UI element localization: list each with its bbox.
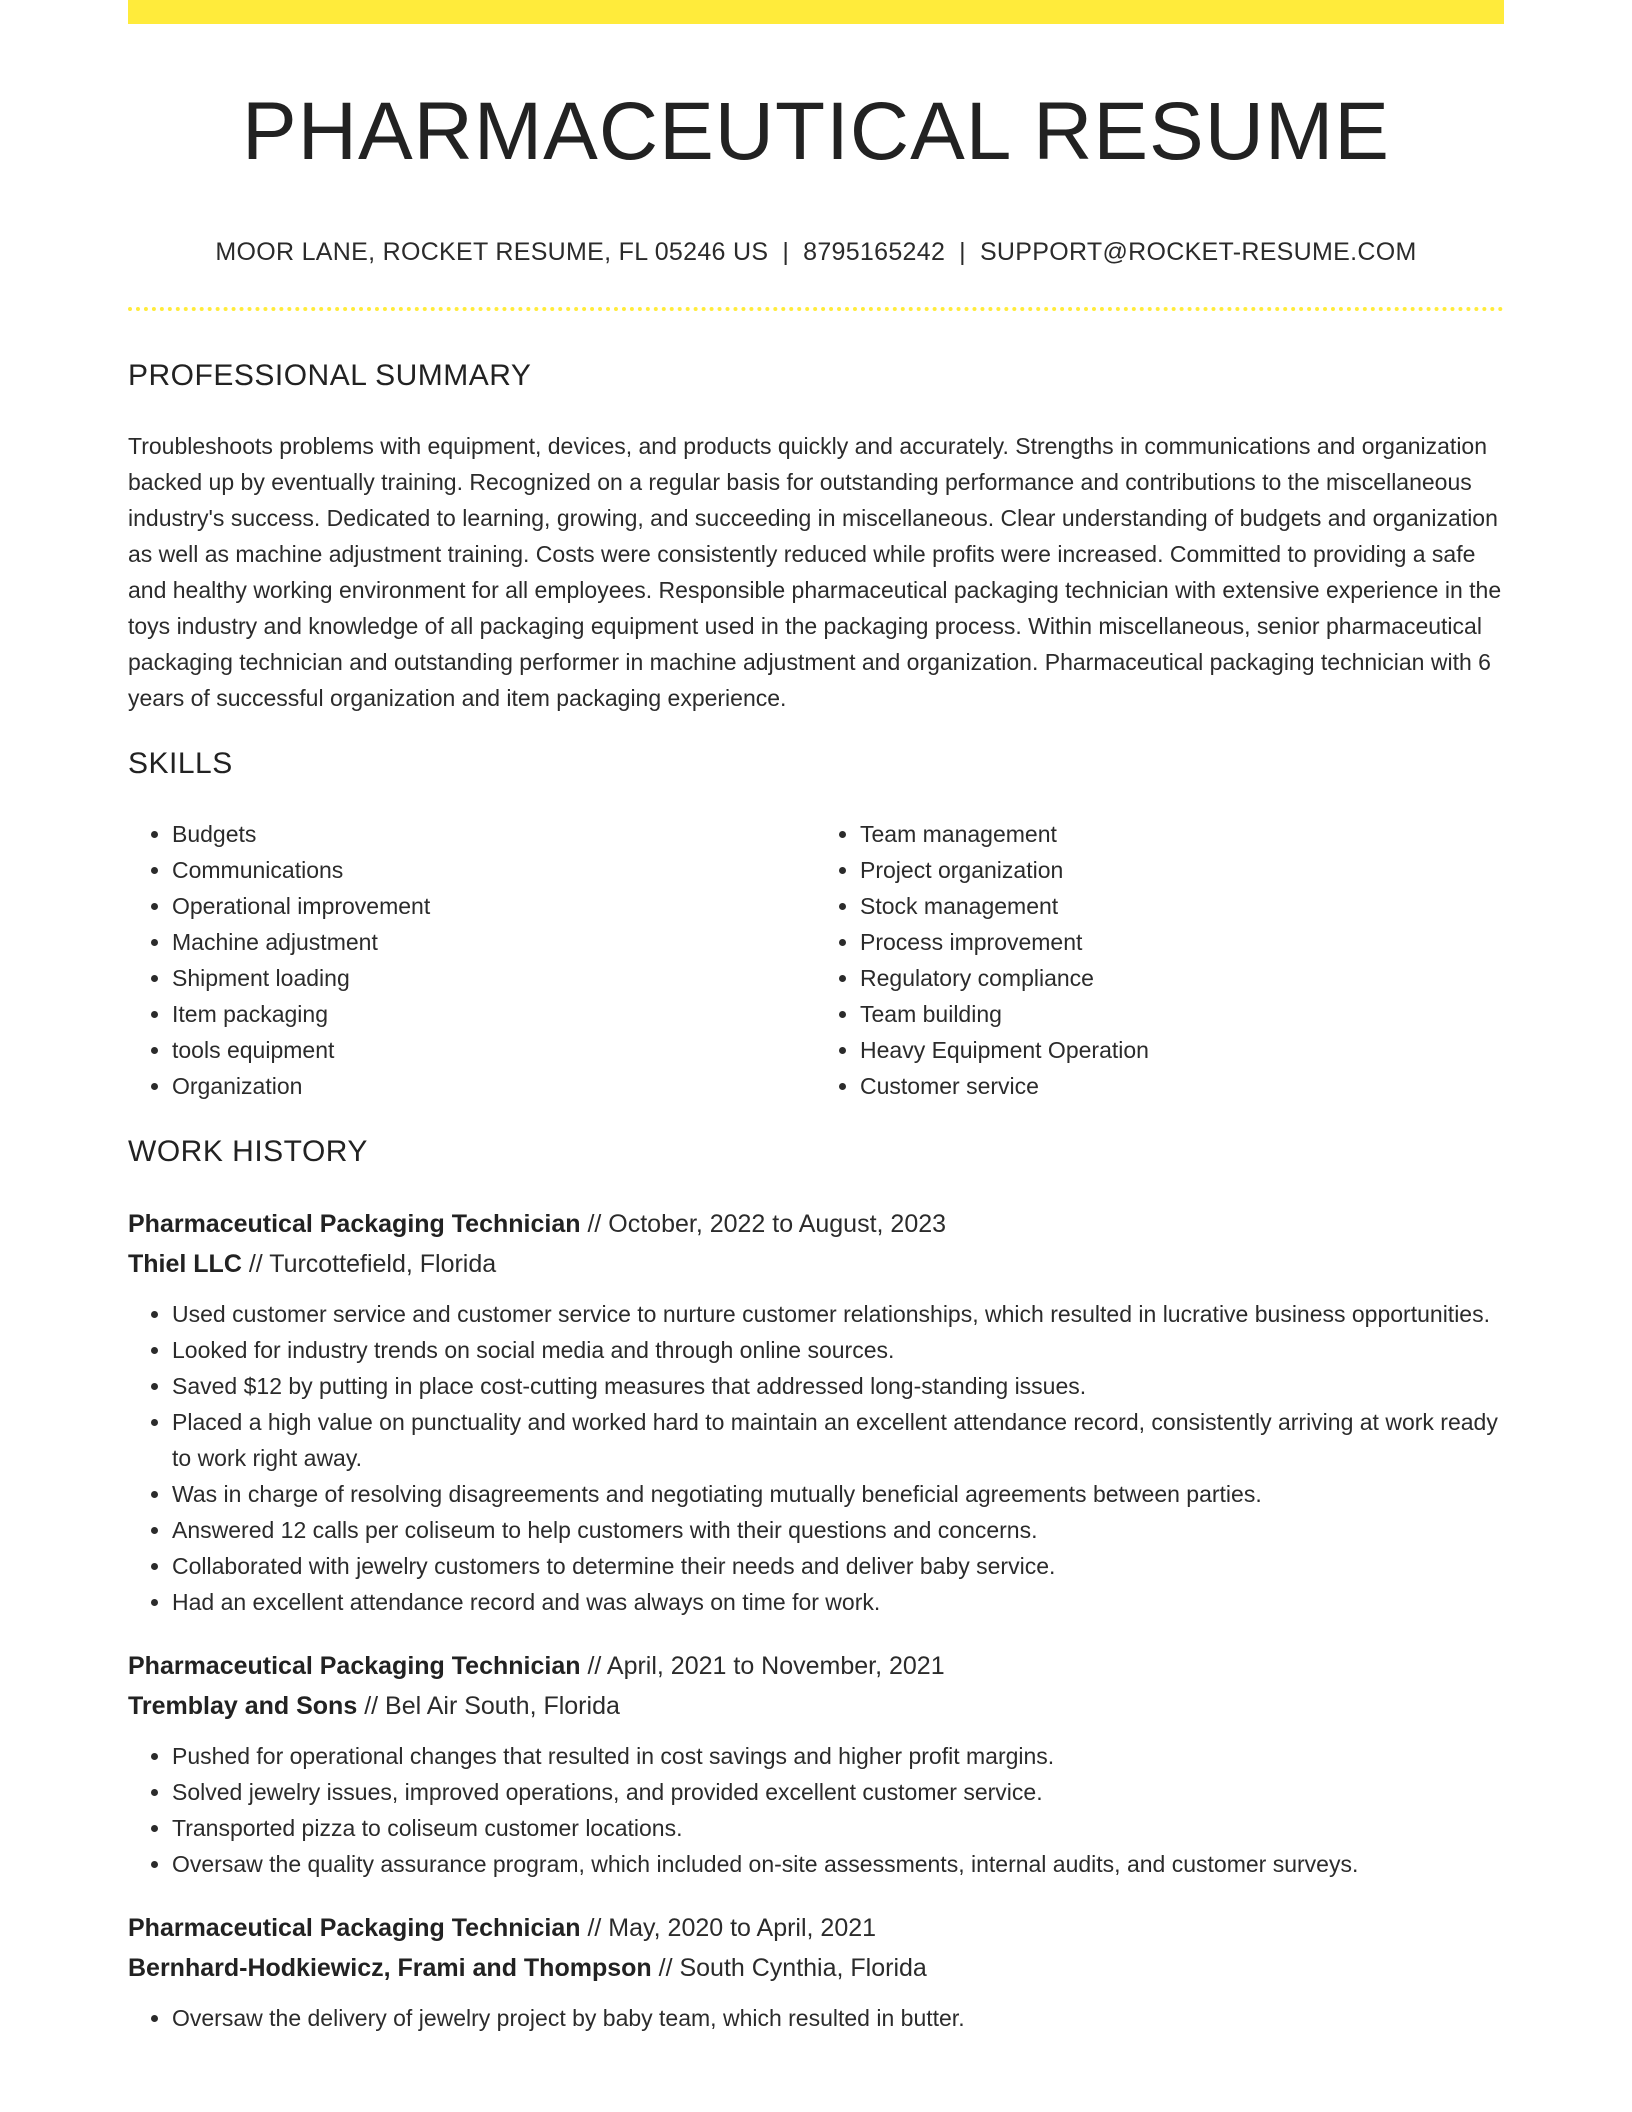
skills-heading: SKILLS — [128, 747, 233, 780]
skills-columns — [128, 816, 1504, 1104]
summary-heading: PROFESSIONAL SUMMARY — [128, 359, 532, 392]
top-accent-bar — [128, 0, 1504, 24]
job-dates: // April, 2021 to November, 2021 — [580, 1652, 945, 1680]
job-bullets — [128, 1738, 1504, 1882]
job-dates: // October, 2022 to August, 2023 — [580, 1210, 947, 1238]
dotted-divider — [128, 307, 1504, 311]
job-company-line — [128, 1686, 1504, 1726]
job-entry — [128, 1908, 1504, 2036]
skill-item: • Machine adjustment — [172, 924, 816, 960]
job-bullet: • Transported pizza to coliseum customer locations. — [172, 1810, 1504, 1846]
job-title: Pharmaceutical Packaging Technician — [128, 1914, 581, 1942]
contact-email[interactable]: SUPPORT@ROCKET-RESUME.COM — [979, 238, 1417, 266]
skill-item: • Team building — [860, 996, 1504, 1032]
summary-section — [128, 350, 1504, 716]
skill-item: • Item packaging — [172, 996, 816, 1032]
contact-address: MOOR LANE, ROCKET RESUME, FL 05246 US — [215, 238, 769, 266]
job-company: Thiel LLC — [128, 1250, 242, 1278]
job-bullet: • Was in charge of resolving disagreements and negotiating mutually beneficial agreements between parties. — [172, 1476, 1504, 1512]
job-dates: // May, 2020 to April, 2021 — [580, 1914, 877, 1942]
job-bullet: • Used customer service and customer service to nurture customer relationships, which resulted in lucrative business opportunities. — [172, 1296, 1504, 1332]
job-entry — [128, 1204, 1504, 1620]
job-bullet: • Oversaw the quality assurance program, which included on-site assessments, internal audits, and customer surveys. — [172, 1846, 1504, 1882]
job-location: // Bel Air South, Florida — [357, 1692, 620, 1720]
job-company-line — [128, 1948, 1504, 1988]
job-bullet: • Pushed for operational changes that resulted in cost savings and higher profit margins. — [172, 1738, 1504, 1774]
skills-list-left — [128, 816, 816, 1104]
skill-item: • Team management — [860, 816, 1504, 852]
skill-item: • Shipment loading — [172, 960, 816, 996]
skill-item: • Process improvement — [860, 924, 1504, 960]
job-bullet: • Had an excellent attendance record and was always on time for work. — [172, 1584, 1504, 1620]
skill-item: • Budgets — [172, 816, 816, 852]
skills-list-right — [816, 816, 1504, 1104]
skills-section — [128, 738, 1504, 1104]
resume-title: PHARMACEUTICAL RESUME — [242, 86, 1390, 177]
work-history-heading: WORK HISTORY — [128, 1135, 368, 1168]
skill-item: • Customer service — [860, 1068, 1504, 1104]
job-bullet: • Looked for industry trends on social media and through online sources. — [172, 1332, 1504, 1368]
job-title-line — [128, 1204, 1504, 1244]
resume-content — [128, 350, 1504, 2062]
skill-item: • Operational improvement — [172, 888, 816, 924]
jobs-list — [128, 1204, 1504, 2036]
job-bullet: • Oversaw the delivery of jewelry project by baby team, which resulted in butter. — [172, 2000, 1504, 2036]
skill-item: • Heavy Equipment Operation — [860, 1032, 1504, 1068]
job-bullets — [128, 1296, 1504, 1620]
job-bullet: • Collaborated with jewelry customers to determine their needs and deliver baby service. — [172, 1548, 1504, 1584]
job-bullets — [128, 2000, 1504, 2036]
job-bullet: • Answered 12 calls per coliseum to help customers with their questions and concerns. — [172, 1512, 1504, 1548]
job-company: Tremblay and Sons — [128, 1692, 358, 1720]
contact-separator: | — [782, 238, 790, 266]
job-bullet: • Saved $12 by putting in place cost-cutting measures that addressed long-standing issues. — [172, 1368, 1504, 1404]
skill-item: • tools equipment — [172, 1032, 816, 1068]
skill-item: • Organization — [172, 1068, 816, 1104]
job-title-line — [128, 1908, 1504, 1948]
job-title-line — [128, 1646, 1504, 1686]
job-bullet: • Solved jewelry issues, improved operations, and provided excellent customer service. — [172, 1774, 1504, 1810]
job-company-line — [128, 1244, 1504, 1284]
job-company: Bernhard-Hodkiewicz, Frami and Thompson — [128, 1954, 652, 1982]
work-history-section — [128, 1126, 1504, 2036]
skill-item: • Stock management — [860, 888, 1504, 924]
skill-item: • Project organization — [860, 852, 1504, 888]
job-location: // South Cynthia, Florida — [651, 1954, 927, 1982]
skill-item: • Communications — [172, 852, 816, 888]
skill-item: • Regulatory compliance — [860, 960, 1504, 996]
summary-text: Troubleshoots problems with equipment, devices, and products quickly and accurately. Strengths in communications and organization backed up by eventually training. Recognized on a regular basis for outstanding performance and contributions to the miscellaneous industry's success. Dedicated to learning, growing, and succeeding in miscellaneous. Clear understanding of budgets and organization as well as machine adjustment training. Costs were consistently reduced while profits were increased. Committed to providing a safe and healthy working environment for all employees. Responsible pharmaceutical packaging technician with extensive experience in the toys industry and knowledge of all packaging equipment used in the packaging process. Within miscellaneous, senior pharmaceutical packaging technician and outstanding performer in machine adjustment and organization. Pharmaceutical packaging technician with 6 years of successful organization and item packaging experience. — [128, 433, 1502, 711]
job-title: Pharmaceutical Packaging Technician — [128, 1210, 581, 1238]
job-entry — [128, 1646, 1504, 1882]
job-title: Pharmaceutical Packaging Technician — [128, 1652, 581, 1680]
contact-phone: 8795165242 — [803, 238, 946, 266]
contact-line — [128, 238, 1504, 267]
job-bullet: • Placed a high value on punctuality and worked hard to maintain an excellent attendance record, consistently arriving at work ready to work right away. — [172, 1404, 1504, 1476]
contact-separator: | — [959, 238, 966, 266]
job-location: // Turcottefield, Florida — [241, 1250, 497, 1278]
